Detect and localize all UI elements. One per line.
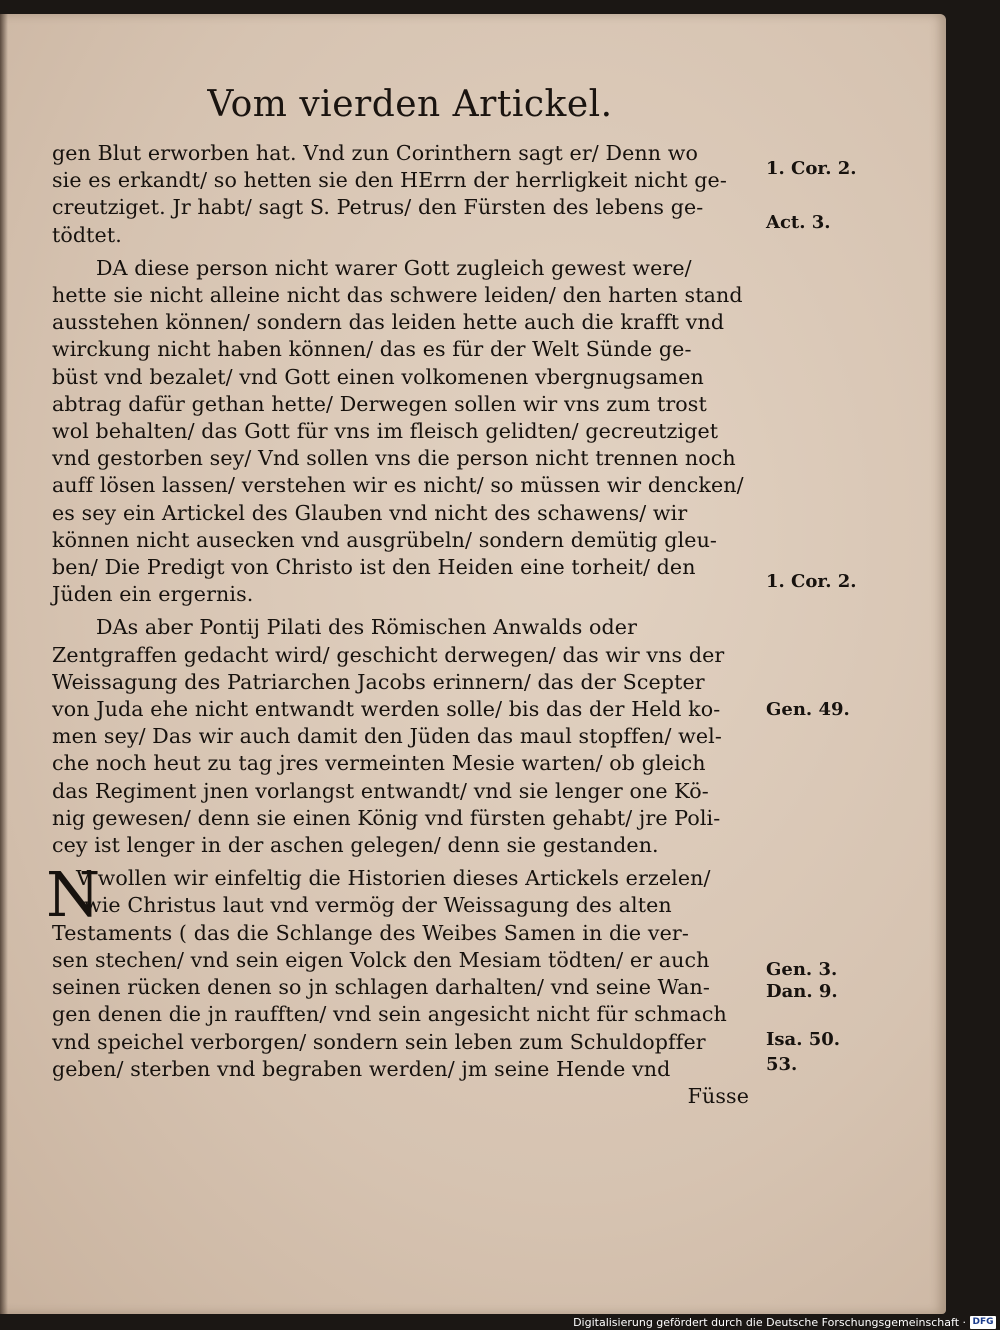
margin-note: 1. Cor. 2. [766, 158, 857, 179]
text-line: vnd gestorben sey/ Vnd sollen vns die person nicht trennen noch [52, 446, 736, 471]
text-line: ben/ Die Predigt von Christo ist den Heiden eine torheit/ den [52, 555, 696, 580]
text-line: sie es erkandt/ so hetten sie den HErrn der herrligkeit nicht ge- [52, 168, 727, 193]
text-line: seinen rücken denen so jn schlagen darhalten/ vnd seine Wan- [52, 975, 710, 1000]
text-line: Weissagung des Patriarchen Jacobs erinnern/ das der Scepter [52, 669, 705, 694]
body-text [46, 140, 757, 1110]
drop-cap: N [46, 858, 101, 932]
text-line: cey ist lenger in der aschen gelegen/ denn sie gestanden. [52, 833, 659, 858]
text-line: wol behalten/ das Gott für vns im fleisch gelidten/ gecreutziget [52, 419, 719, 444]
text-line: DA diese person nicht warer Gott zugleich gewest were/ [96, 255, 692, 280]
paragraph-1 [52, 140, 757, 249]
footer-bar [0, 1314, 1000, 1330]
running-header: Vom vierden Artickel. [207, 84, 613, 125]
text-line: von Juda ehe nicht entwandt werden solle/ bis das der Held ko- [52, 697, 721, 722]
text-line: wirckung nicht haben können/ das es für der Welt Sünde ge- [52, 337, 692, 362]
paragraph-4 [46, 858, 757, 1110]
dfg-logo: DFG [970, 1316, 996, 1329]
page-spine-shadow [0, 14, 8, 1314]
text-line: ausstehen können/ sondern das leiden hette auch die krafft vnd [52, 310, 725, 335]
text-line: DAs aber Pontij Pilati des Römischen Anwalds oder [96, 615, 638, 640]
text-line: Zentgraffen gedacht wird/ geschicht derwegen/ das wir vns der [52, 642, 725, 667]
margin-note: Gen. 49. [766, 699, 850, 720]
text-line: vnd speichel verborgen/ sondern sein leben zum Schuldopffer [52, 1029, 706, 1054]
paragraph-2 [52, 255, 757, 609]
funding-credit: Digitalisierung gefördert durch die Deutsche Forschungsgemeinschaft · [573, 1316, 966, 1329]
text-line: Jüden ein ergernis. [52, 582, 254, 607]
text-line: nig gewesen/ denn sie einen König vnd fürsten gehabt/ jre Poli- [52, 805, 721, 830]
text-line: das Regiment jnen vorlangst entwandt/ vnd sie lenger one Kö- [52, 778, 709, 803]
text-line: gen Blut erworben hat. Vnd zun Corinthern sagt er/ Denn wo [52, 141, 698, 165]
text-line: gen denen die jn raufften/ vnd sein angesicht nicht für schmach [52, 1002, 727, 1027]
text-line: büst vnd bezalet/ vnd Gott einen volkomenen vbergnugsamen [52, 364, 704, 389]
text-line: auff lösen lassen/ verstehen wir es nicht/ so müssen wir dencken/ [52, 473, 744, 498]
text-line: Testaments ( das die Schlange des Weibes Samen in die ver- [52, 920, 689, 945]
paragraph-3 [52, 614, 757, 859]
text-line: es sey ein Artickel des Glauben vnd nicht des schawens/ wir [52, 500, 688, 525]
margin-note: Gen. 3. [766, 959, 838, 980]
scanned-page [0, 14, 946, 1314]
text-line: wie Christus laut vnd vermög der Weissagung des alten [84, 893, 672, 918]
margin-note: Isa. 50. [766, 1029, 841, 1050]
text-line: hette sie nicht alleine nicht das schwere leiden/ den harten stand [52, 283, 743, 308]
margin-note: Dan. 9. [766, 981, 838, 1002]
text-line: creutziget. Jr habt/ sagt S. Petrus/ den Fürsten des lebens ge- [52, 195, 704, 220]
text-line: V wollen wir einfeltig die Historien dieses Artickels erzelen/ [76, 866, 711, 891]
margin-note: 1. Cor. 2. [766, 571, 857, 592]
text-line: abtrag dafür gethan hette/ Derwegen sollen wir vns zum trost [52, 391, 707, 416]
text-line: geben/ sterben vnd begraben werden/ jm seine Hende vnd [52, 1056, 671, 1081]
catchword: Füsse [687, 1083, 749, 1108]
margin-note: Act. 3. [766, 212, 831, 233]
text-line: tödtet. [52, 222, 122, 247]
text-line: men sey/ Das wir auch damit den Jüden das maul stopffen/ wel- [52, 724, 722, 749]
text-line: können nicht ausecken vnd ausgrübeln/ sondern demütig gleu- [52, 527, 717, 552]
margin-note: 53. [766, 1054, 798, 1075]
text-line: che noch heut zu tag jres vermeinten Mesie warten/ ob gleich [52, 751, 706, 776]
text-line: sen stechen/ vnd sein eigen Volck den Mesiam tödten/ er auch [52, 947, 710, 972]
